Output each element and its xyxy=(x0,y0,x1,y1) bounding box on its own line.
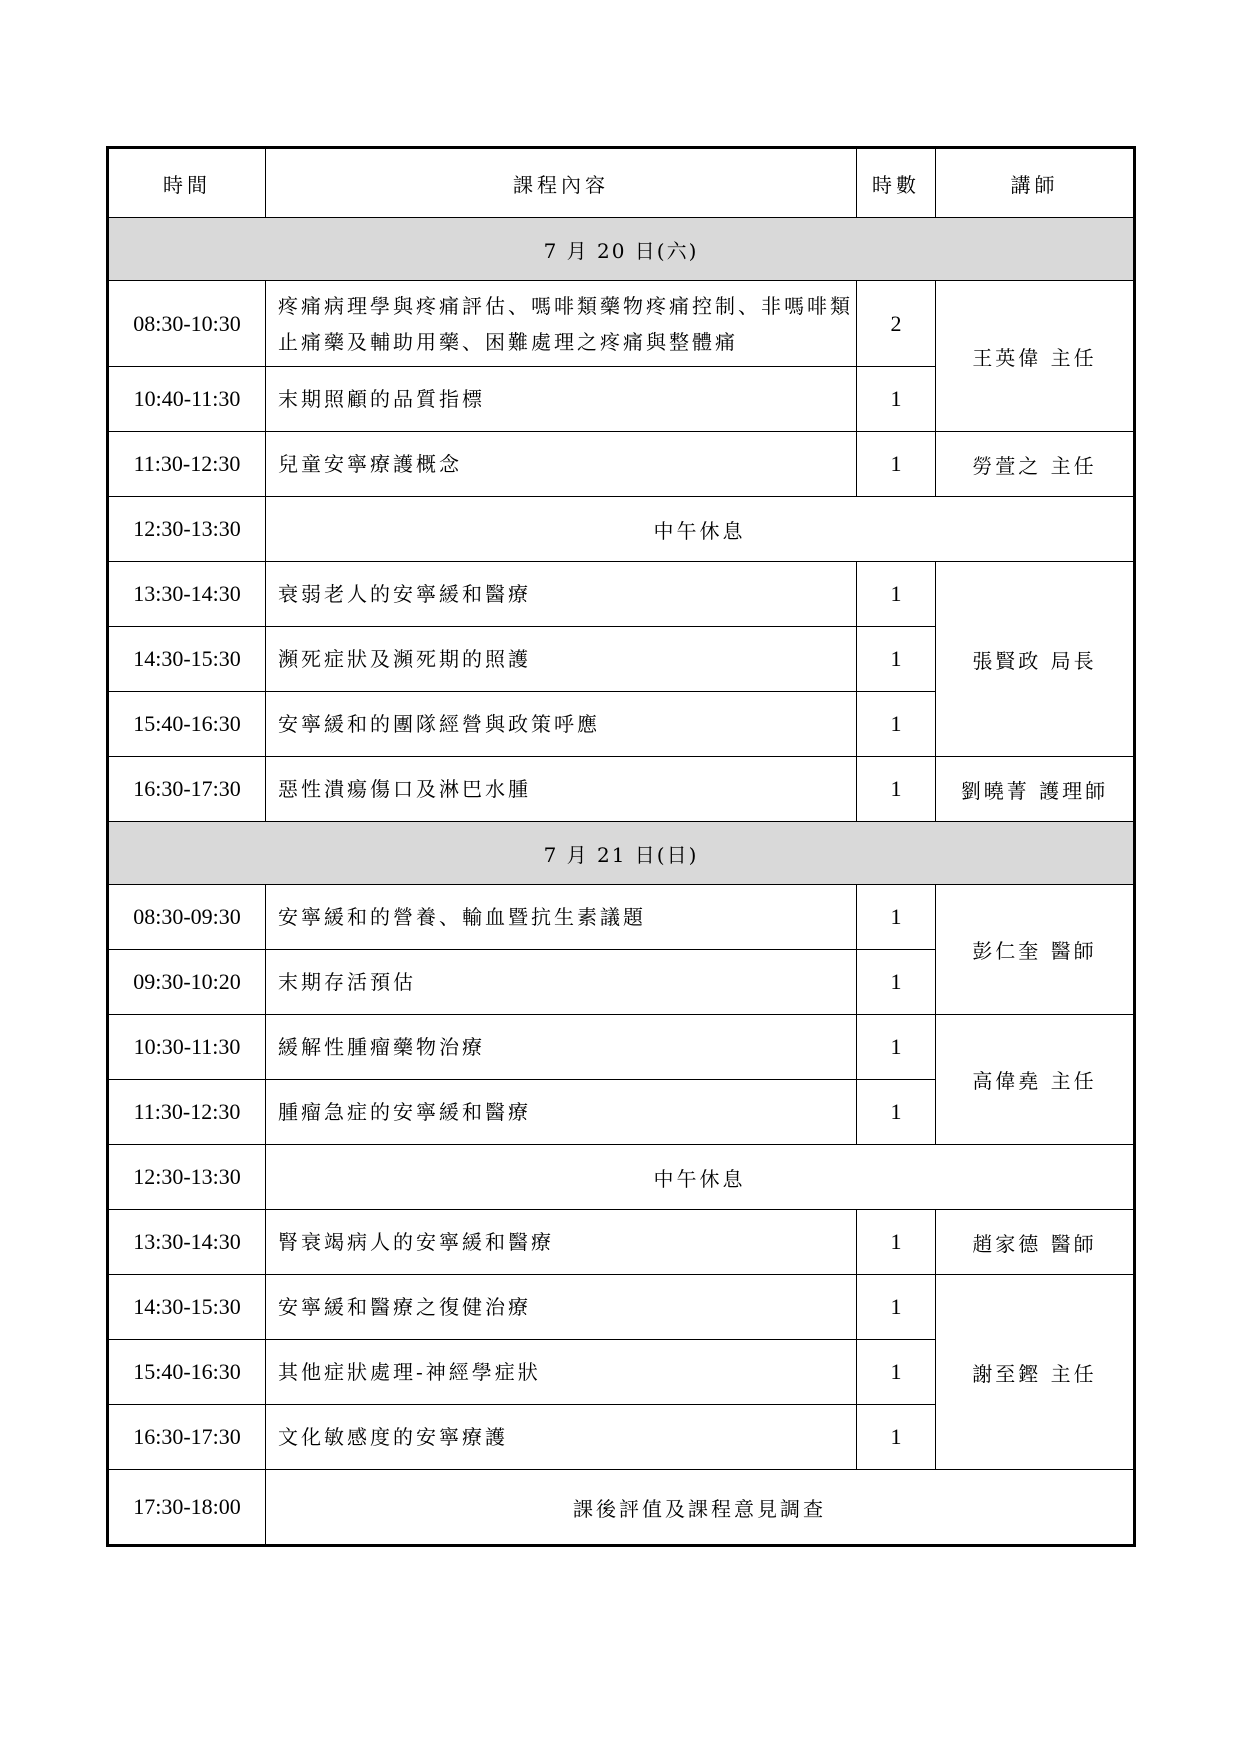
row-time: 12:30-13:30 xyxy=(108,497,266,562)
table-row xyxy=(108,1210,1135,1275)
break-row xyxy=(108,1145,1135,1210)
row-content: 文化敏感度的安寧療護 xyxy=(266,1405,857,1470)
row-teacher: 王英偉 主任 xyxy=(936,281,1135,432)
table-row xyxy=(108,757,1135,822)
table-row xyxy=(108,562,1135,627)
day-date: 7 月 21 日(日) xyxy=(108,822,1135,885)
row-time: 16:30-17:30 xyxy=(108,1405,266,1470)
break-row xyxy=(108,1470,1135,1546)
table-row xyxy=(108,1275,1135,1340)
row-content: 疼痛病理學與疼痛評估、嗎啡類藥物疼痛控制、非嗎啡類止痛藥及輔助用藥、困難處理之疼痛與整體痛 xyxy=(266,281,857,367)
row-content: 腫瘤急症的安寧緩和醫療 xyxy=(266,1080,857,1145)
table-row xyxy=(108,432,1135,497)
row-content: 惡性潰瘍傷口及淋巴水腫 xyxy=(266,757,857,822)
row-teacher: 彭仁奎 醫師 xyxy=(936,885,1135,1015)
row-hours: 1 xyxy=(857,1015,936,1080)
row-time: 15:40-16:30 xyxy=(108,692,266,757)
row-hours: 1 xyxy=(857,1210,936,1275)
row-teacher: 張賢政 局長 xyxy=(936,562,1135,757)
row-time: 11:30-12:30 xyxy=(108,1080,266,1145)
day-date: 7 月 20 日(六) xyxy=(108,218,1135,281)
row-time: 11:30-12:30 xyxy=(108,432,266,497)
row-time: 14:30-15:30 xyxy=(108,1275,266,1340)
row-teacher: 謝至鏗 主任 xyxy=(936,1275,1135,1470)
row-time: 14:30-15:30 xyxy=(108,627,266,692)
row-content: 瀕死症狀及瀕死期的照護 xyxy=(266,627,857,692)
row-time: 10:40-11:30 xyxy=(108,367,266,432)
row-time: 10:30-11:30 xyxy=(108,1015,266,1080)
row-content: 末期存活預估 xyxy=(266,950,857,1015)
row-time: 17:30-18:00 xyxy=(108,1470,266,1546)
row-time: 13:30-14:30 xyxy=(108,562,266,627)
row-hours: 1 xyxy=(857,432,936,497)
row-content: 末期照顧的品質指標 xyxy=(266,367,857,432)
row-hours: 1 xyxy=(857,692,936,757)
closing-label: 課後評值及課程意見調查 xyxy=(266,1470,1135,1546)
row-hours: 1 xyxy=(857,950,936,1015)
row-hours: 1 xyxy=(857,627,936,692)
header-time: 時間 xyxy=(108,148,266,218)
break-label: 中午休息 xyxy=(266,1145,1135,1210)
row-content: 其他症狀處理-神經學症狀 xyxy=(266,1340,857,1405)
row-content: 兒童安寧療護概念 xyxy=(266,432,857,497)
row-time: 08:30-10:30 xyxy=(108,281,266,367)
row-time: 16:30-17:30 xyxy=(108,757,266,822)
row-content: 緩解性腫瘤藥物治療 xyxy=(266,1015,857,1080)
row-hours: 1 xyxy=(857,757,936,822)
row-content: 安寧緩和的營養、輸血暨抗生素議題 xyxy=(266,885,857,950)
table-row xyxy=(108,1015,1135,1080)
row-teacher: 高偉堯 主任 xyxy=(936,1015,1135,1145)
row-hours: 1 xyxy=(857,1405,936,1470)
table-header-row xyxy=(108,148,1135,218)
row-teacher: 趙家德 醫師 xyxy=(936,1210,1135,1275)
break-row xyxy=(108,497,1135,562)
row-content: 衰弱老人的安寧緩和醫療 xyxy=(266,562,857,627)
table-row xyxy=(108,885,1135,950)
row-hours: 2 xyxy=(857,281,936,367)
row-time: 15:40-16:30 xyxy=(108,1340,266,1405)
row-content: 腎衰竭病人的安寧緩和醫療 xyxy=(266,1210,857,1275)
row-hours: 1 xyxy=(857,885,936,950)
header-content: 課程內容 xyxy=(266,148,857,218)
row-hours: 1 xyxy=(857,367,936,432)
day-header-row xyxy=(108,822,1135,885)
course-schedule-table xyxy=(106,146,1136,1547)
row-hours: 1 xyxy=(857,1340,936,1405)
row-hours: 1 xyxy=(857,1275,936,1340)
row-time: 08:30-09:30 xyxy=(108,885,266,950)
row-hours: 1 xyxy=(857,1080,936,1145)
row-teacher: 劉曉菁 護理師 xyxy=(936,757,1135,822)
header-teacher: 講師 xyxy=(936,148,1135,218)
row-time: 13:30-14:30 xyxy=(108,1210,266,1275)
day-header-row xyxy=(108,218,1135,281)
row-time: 09:30-10:20 xyxy=(108,950,266,1015)
row-content: 安寧緩和的團隊經營與政策呼應 xyxy=(266,692,857,757)
row-content: 安寧緩和醫療之復健治療 xyxy=(266,1275,857,1340)
header-hours: 時數 xyxy=(857,148,936,218)
row-teacher: 勞萱之 主任 xyxy=(936,432,1135,497)
break-label: 中午休息 xyxy=(266,497,1135,562)
table-row xyxy=(108,281,1135,367)
row-hours: 1 xyxy=(857,562,936,627)
row-time: 12:30-13:30 xyxy=(108,1145,266,1210)
